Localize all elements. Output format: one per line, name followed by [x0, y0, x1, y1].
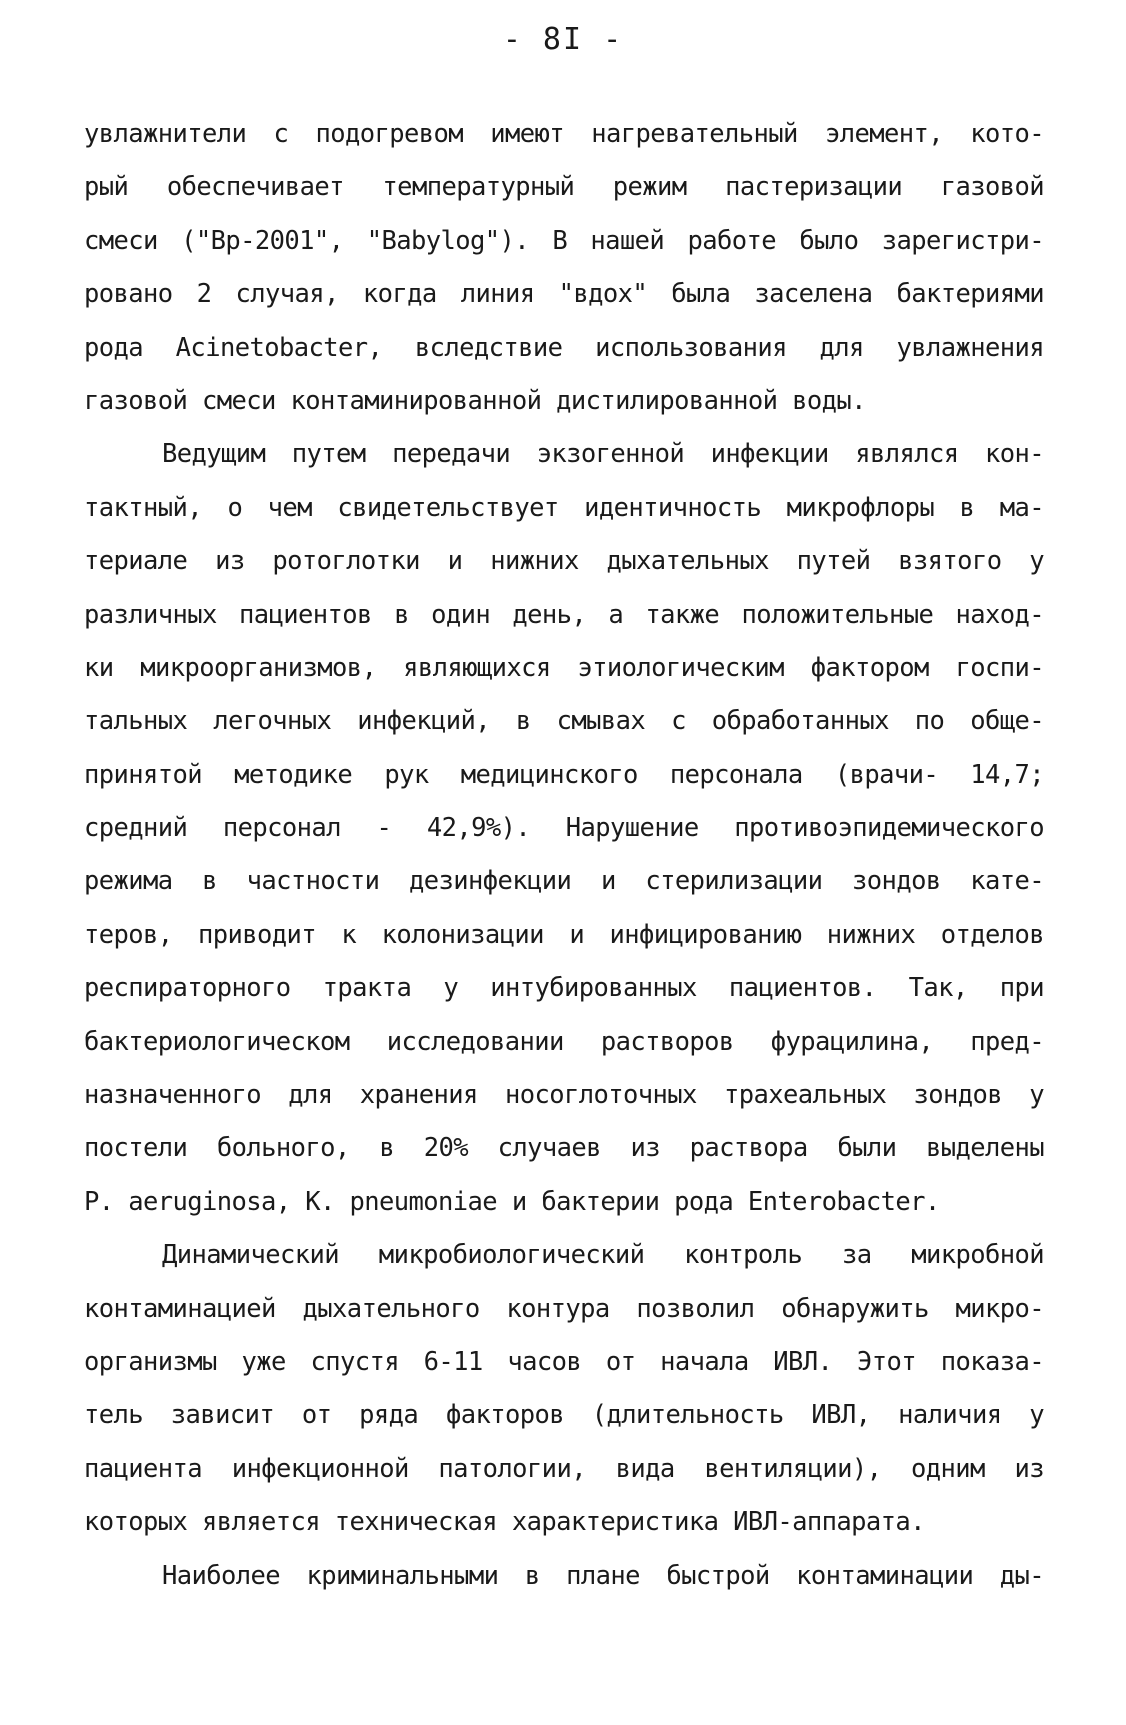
body-text [84, 108, 1044, 1603]
text-line: тактный, о чем свидетельствует идентичность микрофлоры в ма- [84, 492, 1044, 523]
text-line: которых является техническая характеристика ИВЛ-аппарата. [84, 1507, 925, 1538]
text-line: ки микроорганизмов, являющихся этиологическим фактором госпи- [84, 652, 1044, 683]
text-line: пациента инфекционной патологии, вида вентиляции), одним из [84, 1453, 1044, 1484]
text-line: тель зависит от ряда факторов (длительность ИВЛ, наличия у [84, 1400, 1044, 1431]
text-line: различных пациентов в один день, а также положительные наход- [84, 599, 1044, 630]
text-line: организмы уже спустя 6-11 часов от начала ИВЛ. Этот показа- [84, 1346, 1044, 1377]
text-line: постели больного, в 20% случаев из раствора были выделены [84, 1133, 1044, 1164]
page-number: - 8I - [502, 22, 624, 57]
text-line: бактериологическом исследовании растворов фурацилина, пред- [84, 1026, 1044, 1057]
text-line: теров, приводит к колонизации и инфицированию нижних отделов [84, 919, 1044, 950]
text-line: контаминацией дыхательного контура позволил обнаружить микро- [84, 1293, 1044, 1324]
text-line: Наиболее криминальными в плане быстрой контаминации ды- [162, 1560, 1044, 1591]
text-line: назначенного для хранения носоглоточных трахеальных зондов у [84, 1080, 1044, 1111]
text-line: рый обеспечивает температурный режим пастеризации газовой [84, 172, 1044, 203]
text-line: средний персонал - 42,9%). Нарушение противоэпидемического [84, 813, 1044, 844]
text-line: респираторного тракта у интубированных пациентов. Так, при [84, 973, 1044, 1004]
text-line: режима в частности дезинфекции и стерилизации зондов кате- [84, 866, 1044, 897]
text-line: териале из ротоглотки и нижних дыхательных путей взятого у [84, 546, 1044, 577]
text-line: тальных легочных инфекций, в смывах с обработанных по обще- [84, 706, 1044, 737]
text-line: ровано 2 случая, когда линия "вдох" была заселена бактериями [84, 279, 1044, 310]
text-line: Динамический микробиологический контроль за микробной [162, 1240, 1044, 1271]
text-line: принятой методике рук медицинского персонала (врачи- 14,7; [84, 759, 1044, 790]
text-line: увлажнители с подогревом имеют нагревательный элемент, кото- [84, 119, 1044, 149]
text-line: смеси ("Вр-2001", "Babylog"). В нашей работе было зарегистри- [84, 225, 1044, 256]
text-line: P. aeruginosa, K. pneumoniae и бактерии рода Enterobacter. [84, 1186, 940, 1217]
text-line: газовой смеси контаминированной дистилированной воды. [84, 385, 866, 416]
text-line: рода Acinetobacter, вследствие использования для увлажнения [84, 332, 1044, 363]
text-line: Ведущим путем передачи экзогенной инфекции являлся кон- [162, 439, 1044, 470]
